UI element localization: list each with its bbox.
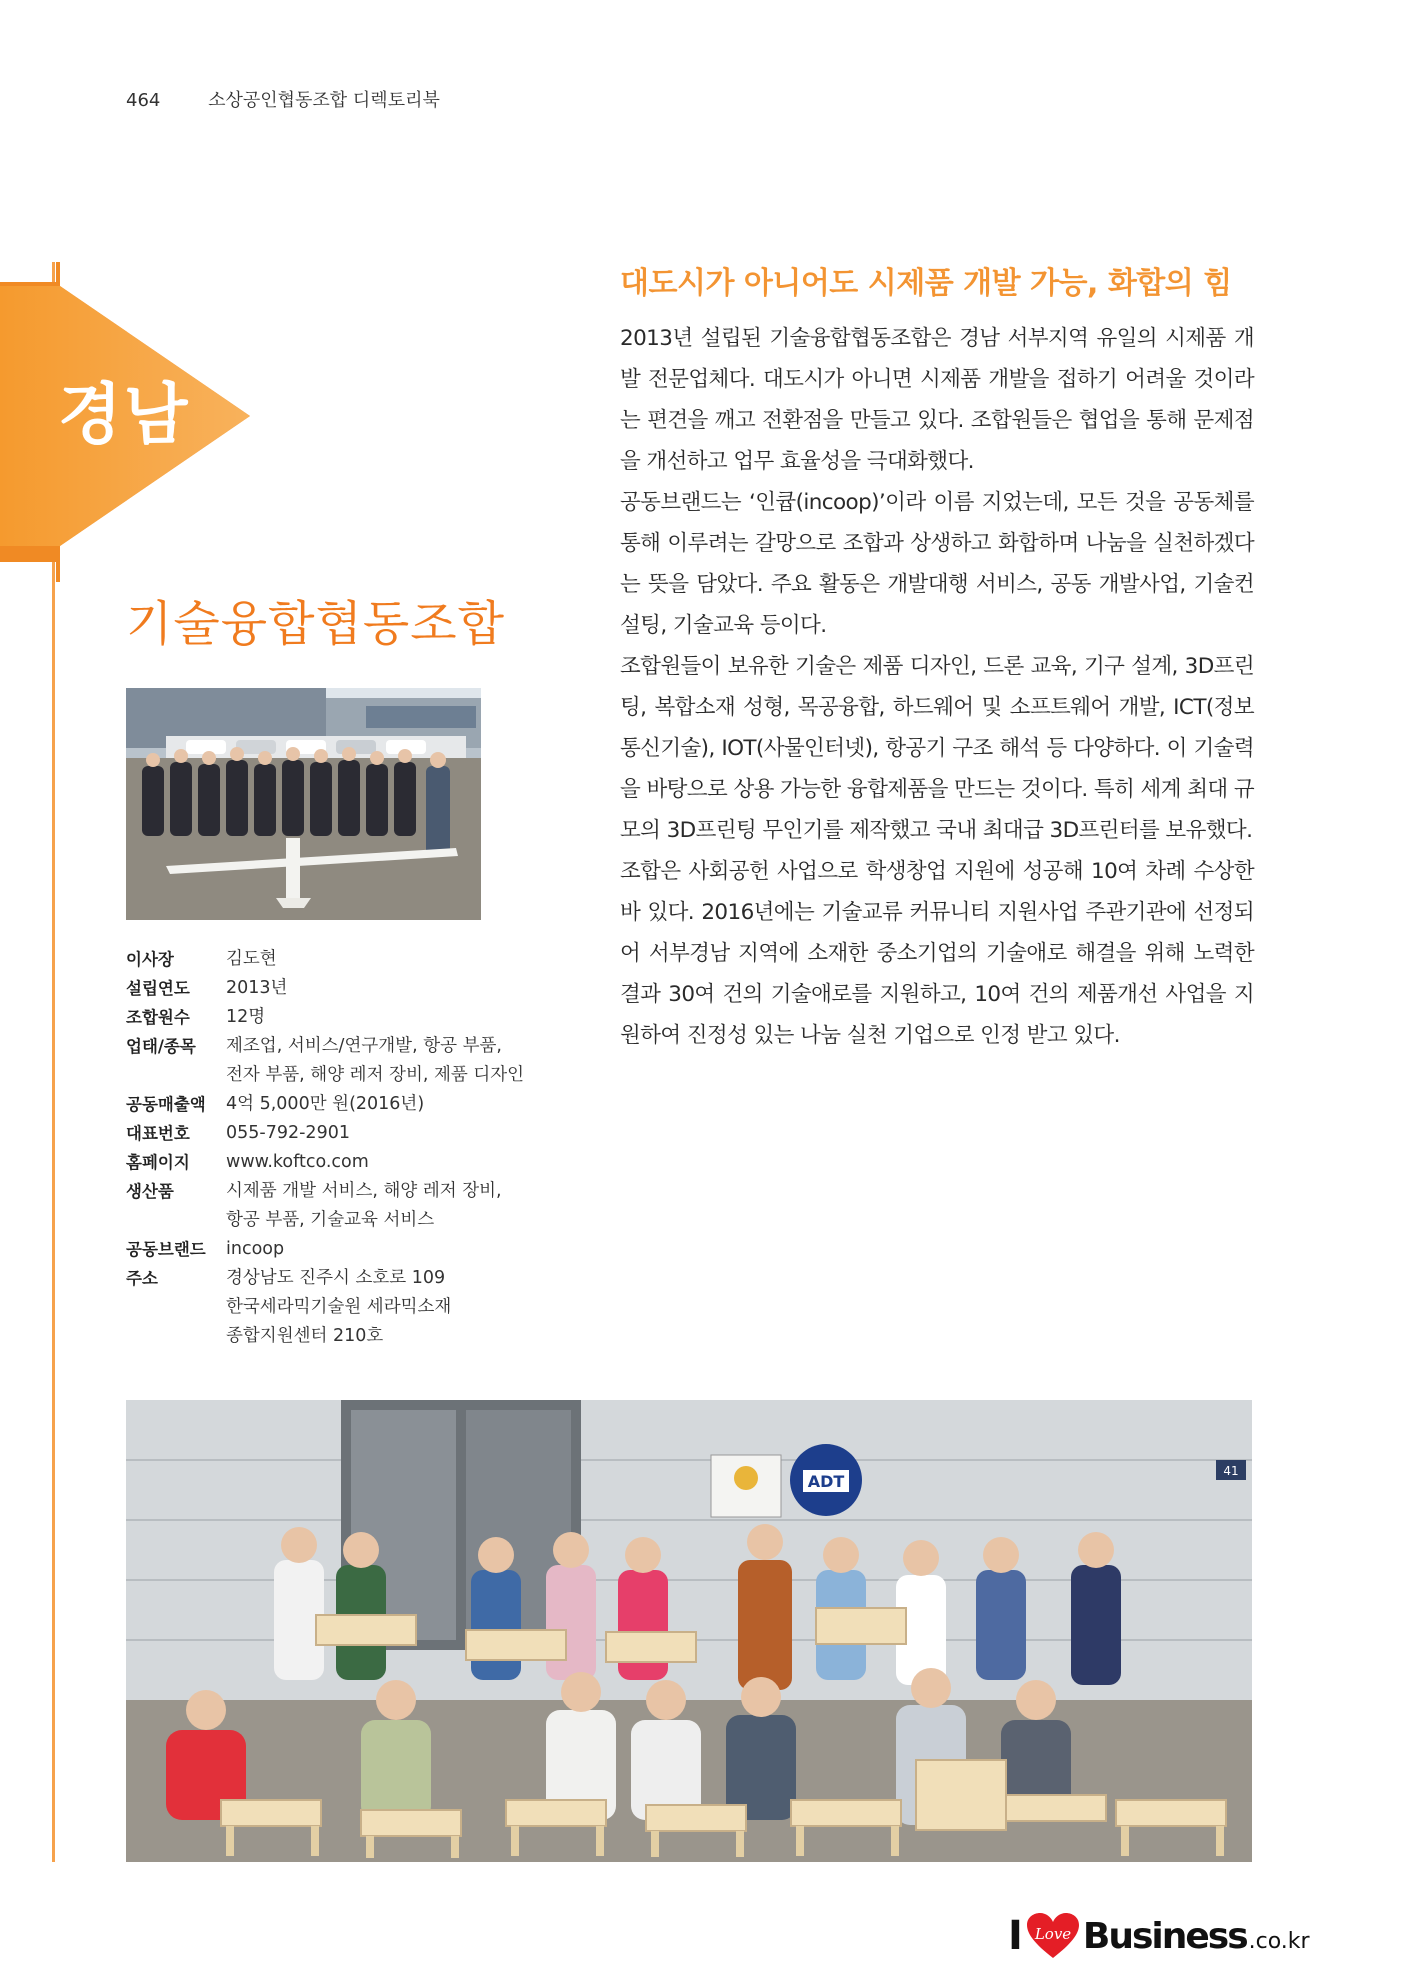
- info-row-founded: [126, 974, 546, 1003]
- info-value: [226, 1177, 546, 1235]
- info-row-members: [126, 1003, 546, 1032]
- info-value: [226, 1003, 546, 1032]
- info-line: 055-792-2901: [226, 1123, 350, 1143]
- info-label: 공동브랜드: [126, 1240, 206, 1259]
- info-row-brand: [126, 1235, 546, 1264]
- info-value: [226, 1264, 546, 1351]
- info-row-address: [126, 1264, 546, 1351]
- info-label: 공동매출액: [126, 1095, 206, 1114]
- info-line: 항공 부품, 기술교육 서비스: [226, 1210, 435, 1230]
- homepage-link[interactable]: www.koftco.com: [226, 1152, 369, 1172]
- info-line: incoop: [226, 1239, 285, 1259]
- info-line: 4억 5,000만 원(2016년): [226, 1094, 425, 1114]
- info-line: 한국세라믹기술원 세라믹소재: [226, 1297, 452, 1317]
- info-row-products: [126, 1177, 546, 1235]
- group-photo-workshop: [126, 1400, 1252, 1862]
- info-label: 조합원수: [126, 1008, 190, 1027]
- logo-business-text: Business: [1082, 1915, 1247, 1957]
- logo-love-text: Love: [1034, 1925, 1072, 1943]
- info-row-business-type: [126, 1032, 546, 1090]
- body-paragraph: 공동브랜드는 ‘인큡(incoop)’이라 이름 지었는데, 모든 것을 공동체를 통해 이루려는 갈망으로 조합과 상생하고 화합하며 나눔을 실천하겠다는 뜻을 담았다. 주요 활동은 개발대행 서비스, 공동 개발사업, 기술컨설팅, 기술교육 등이다.: [620, 490, 1254, 638]
- page-number: 464: [126, 90, 161, 111]
- info-label: 홈페이지: [126, 1153, 190, 1172]
- logo-domain-text: .co.kr: [1248, 1928, 1310, 1954]
- info-value: [226, 974, 546, 1003]
- info-label: 이사장: [126, 950, 174, 969]
- info-line: 2013년: [226, 978, 288, 998]
- info-label: 업태/종목: [126, 1037, 196, 1056]
- page-header: [126, 86, 440, 112]
- info-row-ceo: [126, 945, 546, 974]
- i-love-business-logo: [1008, 1912, 1310, 1960]
- info-label: 대표번호: [126, 1124, 190, 1143]
- info-row-phone: [126, 1119, 546, 1148]
- info-line: 경상남도 진주시 소호로 109: [226, 1268, 446, 1288]
- info-line: 12명: [226, 1007, 266, 1027]
- body-paragraph: 조합은 사회공헌 사업으로 학생창업 지원에 성공해 10여 차례 수상한 바 있다. 2016년에는 기술교류 커뮤니티 지원사업 주관기관에 선정되어 서부경남 지역에 소재한 중소기업의 기술애로 해결을 위해 노력한 결과 30여 건의 기술애로를 지원하고, 10여 건의 제품개선 사업을 지원하여 진정성 있는 나눔 실천 기업으로 인정 받고 있다.: [620, 859, 1254, 1048]
- building-number-text: 41: [1223, 1464, 1239, 1478]
- info-label: 생산품: [126, 1182, 174, 1201]
- info-line: 시제품 개발 서비스, 해양 레저 장비,: [226, 1181, 502, 1201]
- info-line: 제조업, 서비스/연구개발, 항공 부품,: [226, 1036, 502, 1056]
- group-photo-aircraft: [126, 688, 481, 920]
- organization-name: 기술융합협동조합: [126, 596, 505, 652]
- info-row-homepage: [126, 1148, 546, 1177]
- region-label: 경남: [58, 376, 190, 453]
- info-label: 주소: [126, 1269, 158, 1288]
- book-title: 소상공인협동조합 디렉토리북: [208, 90, 440, 111]
- article-headline: 대도시가 아니어도 시제품 개발 가능, 화합의 힘: [620, 266, 1232, 301]
- body-paragraph: 조합원들이 보유한 기술은 제품 디자인, 드론 교육, 기구 설계, 3D프린팅, 복합소재 성형, 목공융합, 하드웨어 및 소프트웨어 개발, ICT(정보통신기술), IOT(사물인터넷), 항공기 구조 해석 등 다양하다. 이 기술력을 바탕으로 상용 가능한 융합제품을 만드는 것이다. 특히 세계 최대 규모의 3D프린팅 무인기를 제작했고 국내 최대급 3D프린터를 보유했다.: [620, 654, 1254, 843]
- article-body: [620, 318, 1254, 1056]
- info-value: [226, 945, 546, 974]
- info-row-revenue: [126, 1090, 546, 1119]
- info-line: 전자 부품, 해양 레저 장비, 제품 디자인: [226, 1065, 525, 1085]
- info-value: [226, 1235, 546, 1264]
- sign-brand-text: ADT: [807, 1472, 845, 1491]
- logo-i-text: I: [1008, 1913, 1023, 1959]
- info-value: [226, 1119, 546, 1148]
- info-value: [226, 1090, 546, 1119]
- info-value: [226, 1032, 546, 1090]
- info-line: 김도현: [226, 949, 277, 969]
- info-label: 설립연도: [126, 979, 190, 998]
- heart-icon: [1025, 1912, 1081, 1960]
- organization-info: [126, 945, 546, 1351]
- info-line: 종합지원센터 210호: [226, 1326, 384, 1346]
- info-value: [226, 1148, 546, 1177]
- body-paragraph: 2013년 설립된 기술융합협동조합은 경남 서부지역 유일의 시제품 개발 전문업체다. 대도시가 아니면 시제품 개발을 접하기 어려울 것이라는 편견을 깨고 전환점을 만들고 있다. 조합원들은 협업을 통해 문제점을 개선하고 업무 효율성을 극대화했다.: [620, 326, 1254, 474]
